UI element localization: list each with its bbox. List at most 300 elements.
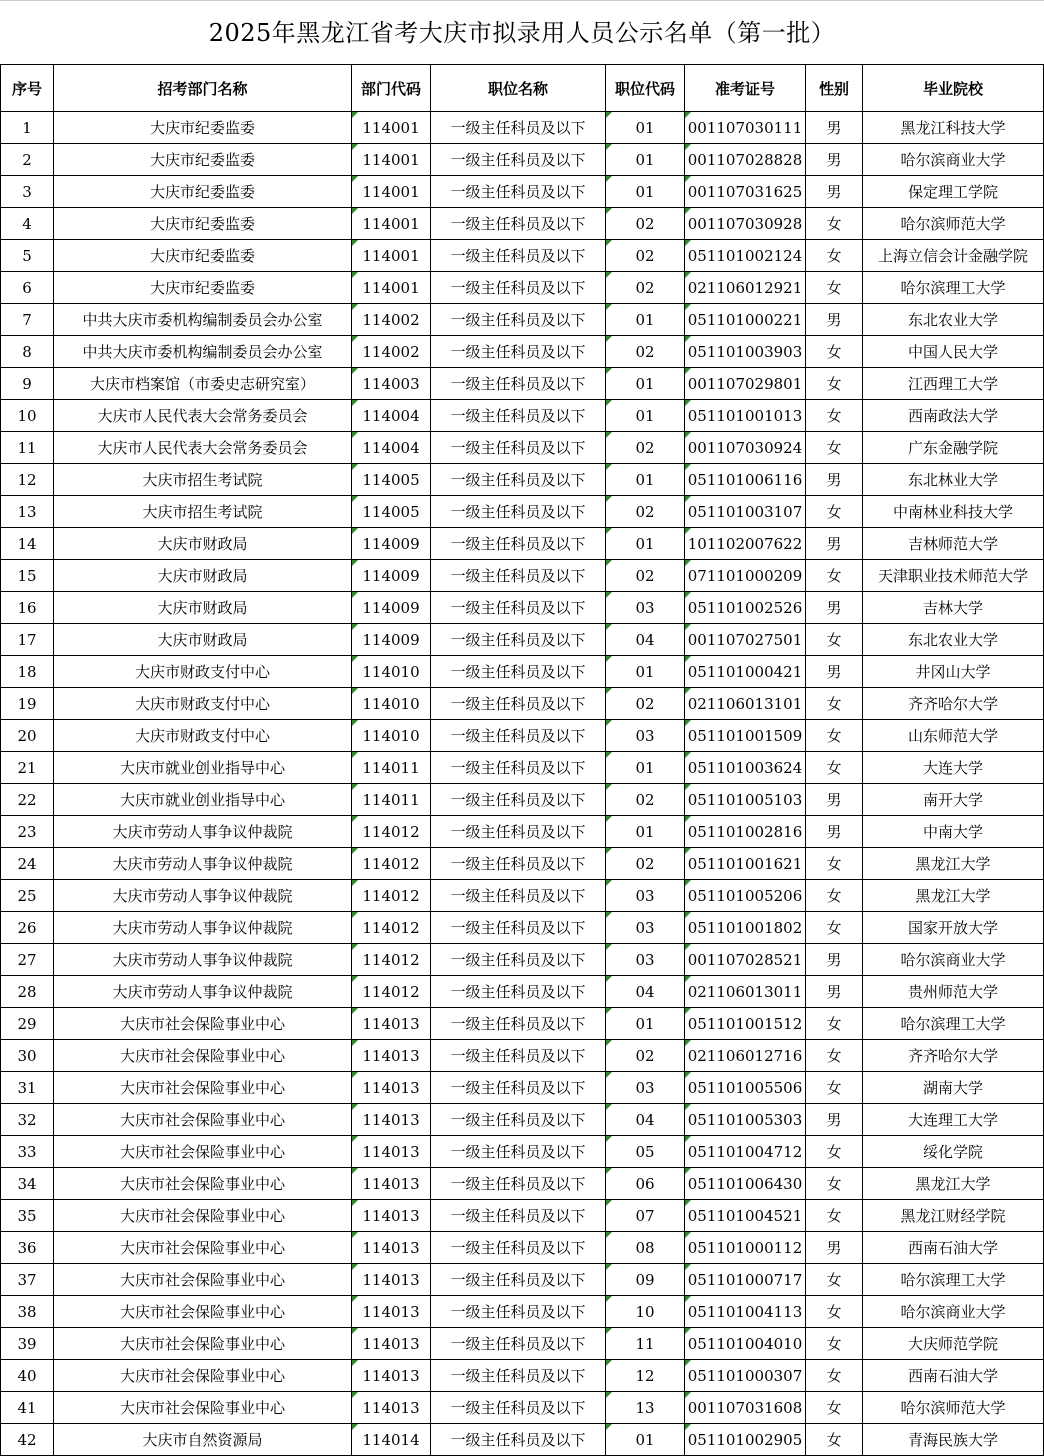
cell-dept-code: 114001	[352, 208, 431, 240]
cell-dept-code: 114001	[352, 240, 431, 272]
cell-index: 18	[1, 656, 54, 688]
cell-department: 大庆市劳动人事争议仲裁院	[54, 848, 352, 880]
table-row	[1, 1168, 1044, 1200]
table-row	[1, 464, 1044, 496]
roster-table	[0, 64, 1044, 1456]
cell-dept-code: 114009	[352, 560, 431, 592]
cell-exam-id: 051101001512	[685, 1008, 806, 1040]
cell-department: 大庆市社会保险事业中心	[54, 1168, 352, 1200]
cell-dept-code: 114012	[352, 848, 431, 880]
cell-school: 东北农业大学	[863, 624, 1044, 656]
cell-index: 21	[1, 752, 54, 784]
page-title: 2025年黑龙江省考大庆市拟录用人员公示名单（第一批）	[0, 0, 1044, 64]
cell-index: 15	[1, 560, 54, 592]
cell-school: 西南石油大学	[863, 1232, 1044, 1264]
cell-index: 24	[1, 848, 54, 880]
cell-position-code: 03	[606, 1072, 685, 1104]
cell-gender: 女	[806, 688, 863, 720]
col-header-department: 招考部门名称	[54, 65, 352, 112]
cell-position-code: 04	[606, 624, 685, 656]
cell-index: 12	[1, 464, 54, 496]
cell-gender: 女	[806, 720, 863, 752]
cell-position: 一级主任科员及以下	[431, 1040, 606, 1072]
cell-exam-id: 001107030924	[685, 432, 806, 464]
cell-index: 37	[1, 1264, 54, 1296]
cell-gender: 女	[806, 1008, 863, 1040]
cell-position: 一级主任科员及以下	[431, 1296, 606, 1328]
cell-school: 绥化学院	[863, 1136, 1044, 1168]
cell-position: 一级主任科员及以下	[431, 304, 606, 336]
cell-exam-id: 051101003903	[685, 336, 806, 368]
cell-department: 大庆市财政支付中心	[54, 688, 352, 720]
cell-school: 大连理工大学	[863, 1104, 1044, 1136]
cell-position: 一级主任科员及以下	[431, 1424, 606, 1456]
cell-position: 一级主任科员及以下	[431, 176, 606, 208]
cell-position: 一级主任科员及以下	[431, 112, 606, 144]
cell-index: 17	[1, 624, 54, 656]
cell-position-code: 02	[606, 208, 685, 240]
cell-index: 10	[1, 400, 54, 432]
cell-department: 大庆市财政支付中心	[54, 720, 352, 752]
cell-department: 大庆市纪委监委	[54, 144, 352, 176]
cell-school: 东北林业大学	[863, 464, 1044, 496]
cell-position: 一级主任科员及以下	[431, 1168, 606, 1200]
cell-department: 大庆市社会保险事业中心	[54, 1200, 352, 1232]
table-row	[1, 1296, 1044, 1328]
cell-gender: 男	[806, 944, 863, 976]
cell-position: 一级主任科员及以下	[431, 976, 606, 1008]
cell-department: 大庆市财政局	[54, 560, 352, 592]
table-row	[1, 176, 1044, 208]
table-row	[1, 1104, 1044, 1136]
cell-gender: 男	[806, 464, 863, 496]
cell-gender: 男	[806, 1104, 863, 1136]
table-row	[1, 528, 1044, 560]
cell-dept-code: 114013	[352, 1264, 431, 1296]
table-row	[1, 816, 1044, 848]
cell-gender: 女	[806, 368, 863, 400]
cell-school: 黑龙江大学	[863, 1168, 1044, 1200]
cell-gender: 女	[806, 1264, 863, 1296]
cell-index: 14	[1, 528, 54, 560]
cell-position: 一级主任科员及以下	[431, 624, 606, 656]
cell-index: 19	[1, 688, 54, 720]
cell-exam-id: 051101000112	[685, 1232, 806, 1264]
header-row	[1, 65, 1044, 112]
cell-position: 一级主任科员及以下	[431, 1392, 606, 1424]
cell-position: 一级主任科员及以下	[431, 144, 606, 176]
table-row	[1, 784, 1044, 816]
cell-exam-id: 051101006430	[685, 1168, 806, 1200]
cell-position-code: 09	[606, 1264, 685, 1296]
cell-department: 大庆市社会保险事业中心	[54, 1104, 352, 1136]
cell-position: 一级主任科员及以下	[431, 848, 606, 880]
cell-position-code: 01	[606, 304, 685, 336]
cell-department: 大庆市纪委监委	[54, 176, 352, 208]
cell-exam-id: 051101004712	[685, 1136, 806, 1168]
cell-exam-id: 051101003107	[685, 496, 806, 528]
cell-school: 大连大学	[863, 752, 1044, 784]
cell-position: 一级主任科员及以下	[431, 1104, 606, 1136]
cell-dept-code: 114013	[352, 1232, 431, 1264]
cell-school: 天津职业技术师范大学	[863, 560, 1044, 592]
cell-school: 黑龙江科技大学	[863, 112, 1044, 144]
table-row	[1, 1328, 1044, 1360]
cell-department: 大庆市劳动人事争议仲裁院	[54, 912, 352, 944]
cell-position: 一级主任科员及以下	[431, 688, 606, 720]
cell-position-code: 01	[606, 528, 685, 560]
cell-department: 大庆市人民代表大会常务委员会	[54, 400, 352, 432]
cell-position: 一级主任科员及以下	[431, 592, 606, 624]
cell-gender: 女	[806, 496, 863, 528]
cell-dept-code: 114013	[352, 1040, 431, 1072]
cell-position-code: 01	[606, 176, 685, 208]
table-row	[1, 976, 1044, 1008]
cell-department: 大庆市招生考试院	[54, 496, 352, 528]
cell-index: 30	[1, 1040, 54, 1072]
cell-dept-code: 114003	[352, 368, 431, 400]
cell-index: 11	[1, 432, 54, 464]
cell-department: 大庆市劳动人事争议仲裁院	[54, 944, 352, 976]
table-row	[1, 1200, 1044, 1232]
cell-exam-id: 001107027501	[685, 624, 806, 656]
cell-exam-id: 021106013101	[685, 688, 806, 720]
cell-index: 41	[1, 1392, 54, 1424]
cell-position-code: 06	[606, 1168, 685, 1200]
cell-dept-code: 114010	[352, 656, 431, 688]
cell-department: 大庆市社会保险事业中心	[54, 1296, 352, 1328]
col-header-position: 职位名称	[431, 65, 606, 112]
cell-dept-code: 114010	[352, 720, 431, 752]
cell-exam-id: 001107030111	[685, 112, 806, 144]
col-header-gender: 性别	[806, 65, 863, 112]
table-row	[1, 304, 1044, 336]
cell-index: 3	[1, 176, 54, 208]
cell-index: 23	[1, 816, 54, 848]
cell-exam-id: 001107029801	[685, 368, 806, 400]
cell-position: 一级主任科员及以下	[431, 400, 606, 432]
table-row	[1, 1232, 1044, 1264]
cell-gender: 女	[806, 400, 863, 432]
cell-position-code: 13	[606, 1392, 685, 1424]
cell-exam-id: 051101005103	[685, 784, 806, 816]
table-row	[1, 752, 1044, 784]
table-row	[1, 848, 1044, 880]
cell-school: 齐齐哈尔大学	[863, 1040, 1044, 1072]
cell-school: 大庆师范学院	[863, 1328, 1044, 1360]
cell-school: 吉林大学	[863, 592, 1044, 624]
col-header-exam-id: 准考证号	[685, 65, 806, 112]
table-row	[1, 208, 1044, 240]
cell-index: 36	[1, 1232, 54, 1264]
cell-position-code: 02	[606, 784, 685, 816]
cell-dept-code: 114004	[352, 432, 431, 464]
cell-exam-id: 051101005206	[685, 880, 806, 912]
cell-gender: 女	[806, 1392, 863, 1424]
cell-index: 16	[1, 592, 54, 624]
cell-position-code: 01	[606, 816, 685, 848]
cell-position-code: 10	[606, 1296, 685, 1328]
cell-department: 大庆市社会保险事业中心	[54, 1040, 352, 1072]
cell-exam-id: 051101000221	[685, 304, 806, 336]
cell-exam-id: 051101005303	[685, 1104, 806, 1136]
cell-position-code: 02	[606, 496, 685, 528]
cell-position-code: 01	[606, 112, 685, 144]
cell-position-code: 02	[606, 272, 685, 304]
cell-position-code: 04	[606, 976, 685, 1008]
cell-position: 一级主任科员及以下	[431, 336, 606, 368]
cell-position-code: 03	[606, 912, 685, 944]
cell-position: 一级主任科员及以下	[431, 528, 606, 560]
table-row	[1, 1040, 1044, 1072]
cell-position: 一级主任科员及以下	[431, 816, 606, 848]
cell-gender: 男	[806, 1232, 863, 1264]
cell-department: 大庆市档案馆（市委史志研究室）	[54, 368, 352, 400]
cell-exam-id: 021106012716	[685, 1040, 806, 1072]
cell-position: 一级主任科员及以下	[431, 208, 606, 240]
cell-position-code: 02	[606, 240, 685, 272]
cell-gender: 女	[806, 1360, 863, 1392]
cell-index: 1	[1, 112, 54, 144]
cell-dept-code: 114013	[352, 1296, 431, 1328]
cell-school: 黑龙江大学	[863, 848, 1044, 880]
cell-exam-id: 051101000307	[685, 1360, 806, 1392]
cell-position-code: 03	[606, 592, 685, 624]
cell-school: 哈尔滨师范大学	[863, 1392, 1044, 1424]
cell-school: 青海民族大学	[863, 1424, 1044, 1456]
cell-position-code: 02	[606, 432, 685, 464]
cell-dept-code: 114004	[352, 400, 431, 432]
cell-exam-id: 001107031608	[685, 1392, 806, 1424]
cell-school: 哈尔滨商业大学	[863, 144, 1044, 176]
cell-dept-code: 114010	[352, 688, 431, 720]
table-row	[1, 432, 1044, 464]
cell-dept-code: 114001	[352, 144, 431, 176]
cell-dept-code: 114009	[352, 592, 431, 624]
cell-index: 42	[1, 1424, 54, 1456]
cell-department: 大庆市纪委监委	[54, 208, 352, 240]
cell-dept-code: 114001	[352, 176, 431, 208]
cell-exam-id: 051101004521	[685, 1200, 806, 1232]
cell-exam-id: 001107030928	[685, 208, 806, 240]
cell-exam-id: 051101005506	[685, 1072, 806, 1104]
cell-gender: 女	[806, 624, 863, 656]
cell-dept-code: 114002	[352, 304, 431, 336]
cell-position: 一级主任科员及以下	[431, 1328, 606, 1360]
table-row	[1, 1392, 1044, 1424]
cell-exam-id: 021106012921	[685, 272, 806, 304]
cell-position-code: 01	[606, 144, 685, 176]
cell-position: 一级主任科员及以下	[431, 912, 606, 944]
cell-gender: 女	[806, 1040, 863, 1072]
cell-dept-code: 114013	[352, 1200, 431, 1232]
cell-school: 哈尔滨理工大学	[863, 1008, 1044, 1040]
cell-gender: 女	[806, 1296, 863, 1328]
cell-dept-code: 114012	[352, 976, 431, 1008]
cell-position-code: 02	[606, 1040, 685, 1072]
cell-index: 33	[1, 1136, 54, 1168]
cell-exam-id: 051101004010	[685, 1328, 806, 1360]
table-row	[1, 272, 1044, 304]
cell-index: 32	[1, 1104, 54, 1136]
cell-dept-code: 114013	[352, 1392, 431, 1424]
cell-gender: 男	[806, 816, 863, 848]
cell-position: 一级主任科员及以下	[431, 464, 606, 496]
table-row	[1, 1008, 1044, 1040]
cell-gender: 女	[806, 912, 863, 944]
cell-index: 40	[1, 1360, 54, 1392]
cell-gender: 男	[806, 528, 863, 560]
roster-body	[1, 112, 1044, 1456]
col-header-position-code: 职位代码	[606, 65, 685, 112]
cell-department: 大庆市劳动人事争议仲裁院	[54, 976, 352, 1008]
cell-exam-id: 001107028828	[685, 144, 806, 176]
cell-school: 哈尔滨理工大学	[863, 1264, 1044, 1296]
cell-exam-id: 071101000209	[685, 560, 806, 592]
table-row	[1, 624, 1044, 656]
cell-index: 28	[1, 976, 54, 1008]
cell-index: 25	[1, 880, 54, 912]
cell-department: 大庆市纪委监委	[54, 272, 352, 304]
cell-school: 广东金融学院	[863, 432, 1044, 464]
cell-position: 一级主任科员及以下	[431, 368, 606, 400]
cell-dept-code: 114013	[352, 1168, 431, 1200]
cell-school: 哈尔滨理工大学	[863, 272, 1044, 304]
cell-position-code: 04	[606, 1104, 685, 1136]
table-row	[1, 1072, 1044, 1104]
cell-gender: 女	[806, 848, 863, 880]
cell-exam-id: 051101001013	[685, 400, 806, 432]
cell-position-code: 03	[606, 880, 685, 912]
cell-position: 一级主任科员及以下	[431, 880, 606, 912]
cell-department: 大庆市纪委监委	[54, 112, 352, 144]
cell-index: 6	[1, 272, 54, 304]
cell-position: 一级主任科员及以下	[431, 1264, 606, 1296]
cell-gender: 女	[806, 336, 863, 368]
cell-school: 湖南大学	[863, 1072, 1044, 1104]
cell-gender: 女	[806, 1136, 863, 1168]
cell-gender: 男	[806, 656, 863, 688]
table-row	[1, 112, 1044, 144]
cell-index: 27	[1, 944, 54, 976]
table-row	[1, 1136, 1044, 1168]
cell-position-code: 01	[606, 368, 685, 400]
cell-school: 东北农业大学	[863, 304, 1044, 336]
cell-index: 31	[1, 1072, 54, 1104]
table-row	[1, 560, 1044, 592]
cell-position: 一级主任科员及以下	[431, 944, 606, 976]
cell-department: 大庆市社会保险事业中心	[54, 1328, 352, 1360]
cell-department: 大庆市社会保险事业中心	[54, 1392, 352, 1424]
cell-exam-id: 021106013011	[685, 976, 806, 1008]
cell-position-code: 01	[606, 1008, 685, 1040]
table-row	[1, 880, 1044, 912]
cell-position-code: 02	[606, 560, 685, 592]
cell-index: 4	[1, 208, 54, 240]
cell-position: 一级主任科员及以下	[431, 1360, 606, 1392]
cell-exam-id: 101102007622	[685, 528, 806, 560]
cell-position: 一级主任科员及以下	[431, 1136, 606, 1168]
cell-gender: 女	[806, 240, 863, 272]
cell-department: 中共大庆市委机构编制委员会办公室	[54, 304, 352, 336]
cell-department: 大庆市纪委监委	[54, 240, 352, 272]
cell-position-code: 01	[606, 1424, 685, 1456]
cell-gender: 女	[806, 432, 863, 464]
cell-index: 35	[1, 1200, 54, 1232]
cell-dept-code: 114001	[352, 272, 431, 304]
cell-exam-id: 051101002905	[685, 1424, 806, 1456]
cell-gender: 女	[806, 272, 863, 304]
cell-exam-id: 051101006116	[685, 464, 806, 496]
cell-gender: 女	[806, 208, 863, 240]
cell-index: 34	[1, 1168, 54, 1200]
cell-department: 大庆市社会保险事业中心	[54, 1072, 352, 1104]
cell-school: 国家开放大学	[863, 912, 1044, 944]
cell-school: 井冈山大学	[863, 656, 1044, 688]
cell-school: 黑龙江大学	[863, 880, 1044, 912]
cell-gender: 男	[806, 592, 863, 624]
table-row	[1, 240, 1044, 272]
cell-gender: 女	[806, 1328, 863, 1360]
cell-department: 大庆市社会保险事业中心	[54, 1008, 352, 1040]
cell-position-code: 01	[606, 656, 685, 688]
cell-school: 南开大学	[863, 784, 1044, 816]
cell-position-code: 02	[606, 688, 685, 720]
cell-dept-code: 114005	[352, 464, 431, 496]
cell-position: 一级主任科员及以下	[431, 720, 606, 752]
cell-department: 大庆市人民代表大会常务委员会	[54, 432, 352, 464]
cell-dept-code: 114009	[352, 624, 431, 656]
cell-gender: 男	[806, 144, 863, 176]
cell-position-code: 03	[606, 944, 685, 976]
table-row	[1, 1424, 1044, 1456]
cell-exam-id: 051101000717	[685, 1264, 806, 1296]
table-row	[1, 912, 1044, 944]
cell-position-code: 05	[606, 1136, 685, 1168]
cell-gender: 女	[806, 1168, 863, 1200]
cell-position-code: 08	[606, 1232, 685, 1264]
cell-school: 保定理工学院	[863, 176, 1044, 208]
cell-department: 大庆市劳动人事争议仲裁院	[54, 880, 352, 912]
table-row	[1, 656, 1044, 688]
cell-position: 一级主任科员及以下	[431, 1200, 606, 1232]
table-row	[1, 368, 1044, 400]
cell-index: 2	[1, 144, 54, 176]
cell-dept-code: 114012	[352, 816, 431, 848]
cell-position: 一级主任科员及以下	[431, 784, 606, 816]
cell-gender: 女	[806, 560, 863, 592]
cell-department: 大庆市就业创业指导中心	[54, 752, 352, 784]
cell-position: 一级主任科员及以下	[431, 1072, 606, 1104]
cell-position: 一级主任科员及以下	[431, 240, 606, 272]
cell-department: 中共大庆市委机构编制委员会办公室	[54, 336, 352, 368]
cell-gender: 男	[806, 176, 863, 208]
cell-dept-code: 114005	[352, 496, 431, 528]
cell-dept-code: 114013	[352, 1360, 431, 1392]
cell-index: 20	[1, 720, 54, 752]
table-row	[1, 1360, 1044, 1392]
cell-school: 哈尔滨商业大学	[863, 944, 1044, 976]
table-row	[1, 400, 1044, 432]
cell-position-code: 01	[606, 752, 685, 784]
cell-position: 一级主任科员及以下	[431, 1232, 606, 1264]
cell-position-code: 02	[606, 336, 685, 368]
cell-gender: 男	[806, 784, 863, 816]
cell-dept-code: 114013	[352, 1072, 431, 1104]
cell-dept-code: 114013	[352, 1008, 431, 1040]
cell-exam-id: 051101001802	[685, 912, 806, 944]
cell-dept-code: 114011	[352, 752, 431, 784]
